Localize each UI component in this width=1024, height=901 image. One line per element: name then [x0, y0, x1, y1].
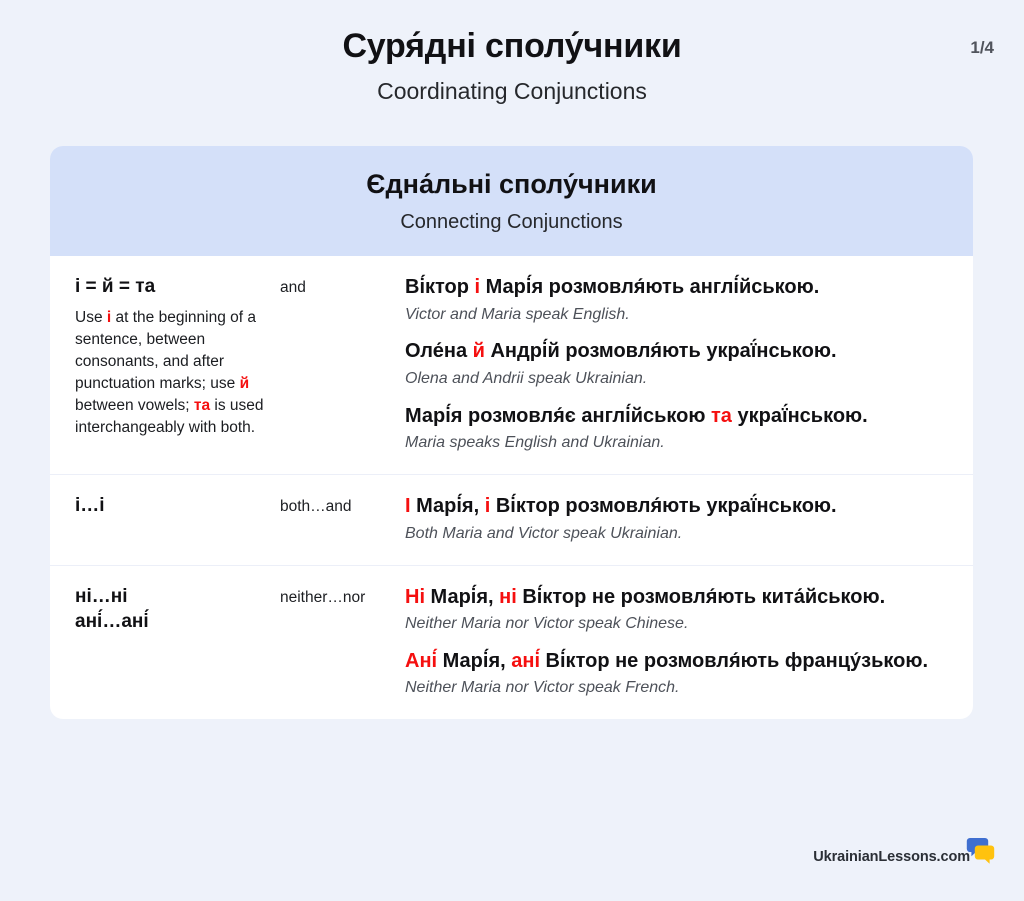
conjunction-column: [50, 274, 280, 439]
conjunction-translation: both…and: [280, 498, 352, 516]
example: [405, 493, 943, 544]
conjunctions-card: [50, 146, 973, 719]
example-text: украї́нською.: [731, 404, 868, 427]
example-ukrainian: [405, 403, 943, 431]
note-text: Use: [75, 309, 107, 327]
example-highlight: й: [472, 340, 485, 363]
translation-column: [280, 493, 405, 517]
card-header-title: Єдна́льні сполу́чники: [366, 169, 657, 199]
example-english: Both Maria and Victor speak Ukrainian.: [405, 524, 683, 542]
example-highlight: і: [484, 495, 491, 518]
example-highlight: і: [474, 275, 481, 298]
card-header: [50, 146, 973, 256]
example-text: Ві́ктор розмовля́ють украї́нською.: [490, 495, 837, 518]
speech-bubbles-icon: [964, 835, 998, 869]
card-header-subtitle: Connecting Conjunctions: [400, 210, 623, 233]
examples-column: [405, 274, 973, 454]
example-ukrainian: [405, 338, 943, 366]
conjunction-form: ні…ні ані́…ані́: [75, 585, 149, 632]
example-highlight: ані́: [511, 649, 540, 672]
page-subtitle: Coordinating Conjunctions: [377, 78, 647, 105]
examples-column: [405, 493, 973, 544]
note-text: between vowels;: [75, 397, 194, 415]
example-text: Марі́я,: [410, 495, 485, 518]
example-highlight: Ні: [405, 585, 425, 608]
example: [405, 274, 943, 325]
example-ukrainian: [405, 274, 943, 302]
example-english: Neither Maria nor Victor speak French.: [405, 679, 680, 697]
example-english: Victor and Maria speak English.: [405, 305, 630, 323]
conjunction-row: [50, 565, 973, 720]
translation-column: [280, 584, 405, 608]
conjunction-column: [50, 493, 280, 518]
example-text: Андрі́й розмовля́ють украї́нською.: [484, 340, 837, 363]
example: [405, 338, 943, 389]
footer-logo[interactable]: [813, 835, 998, 879]
example-highlight: І: [405, 495, 411, 518]
conjunctions-table: [50, 256, 973, 719]
brand-name: UkrainianLessons.com: [813, 849, 970, 865]
conjunction-form: і = й = та: [75, 275, 156, 297]
example: [405, 648, 943, 699]
example-text: Ві́ктор не розмовля́ють францу́зькою.: [540, 649, 929, 672]
example-highlight: ні: [499, 585, 517, 608]
conjunction-translation: and: [280, 278, 306, 296]
page-title: Суря́дні сполу́чники: [342, 27, 682, 65]
note-text: is used interchangeably with both.: [75, 397, 264, 437]
example: [405, 584, 943, 635]
example: [405, 403, 943, 454]
example-text: Марі́я розмовля́ють англі́йською.: [480, 275, 820, 298]
example-text: Ві́ктор не розмовля́ють кита́йською.: [516, 585, 886, 608]
example-ukrainian: [405, 648, 943, 676]
conjunction-translation: neither…nor: [280, 588, 366, 606]
conjunction-form: і…і: [75, 495, 105, 517]
example-text: Оле́на: [405, 340, 473, 363]
page-counter: 1/4: [970, 38, 994, 57]
example-ukrainian: [405, 493, 943, 521]
conjunction-row: [50, 256, 973, 474]
example-text: Марі́я розмовля́є англі́йською: [405, 404, 712, 427]
examples-column: [405, 584, 973, 700]
note-highlight: і: [106, 309, 112, 327]
example-ukrainian: [405, 584, 943, 612]
page-header: [0, 0, 1024, 106]
conjunction-usage-note: [75, 307, 270, 439]
example-text: Ві́ктор: [405, 275, 475, 298]
example-highlight: Ані́: [405, 649, 438, 672]
note-text: at the beginning of a sentence, between consonants, and after punctuation marks; use: [75, 309, 256, 393]
translation-column: [280, 274, 405, 298]
conjunction-column: [50, 584, 280, 634]
example-english: Olena and Andrii speak Ukrainian.: [405, 369, 648, 387]
example-text: Марі́я,: [437, 649, 512, 672]
example-highlight: та: [711, 404, 732, 427]
example-text: Марі́я,: [425, 585, 500, 608]
example-english: Maria speaks English and Ukrainian.: [405, 434, 665, 452]
note-highlight: та: [193, 397, 211, 415]
example-english: Neither Maria nor Victor speak Chinese.: [405, 615, 689, 633]
conjunction-row: [50, 474, 973, 564]
note-highlight: й: [239, 375, 250, 393]
